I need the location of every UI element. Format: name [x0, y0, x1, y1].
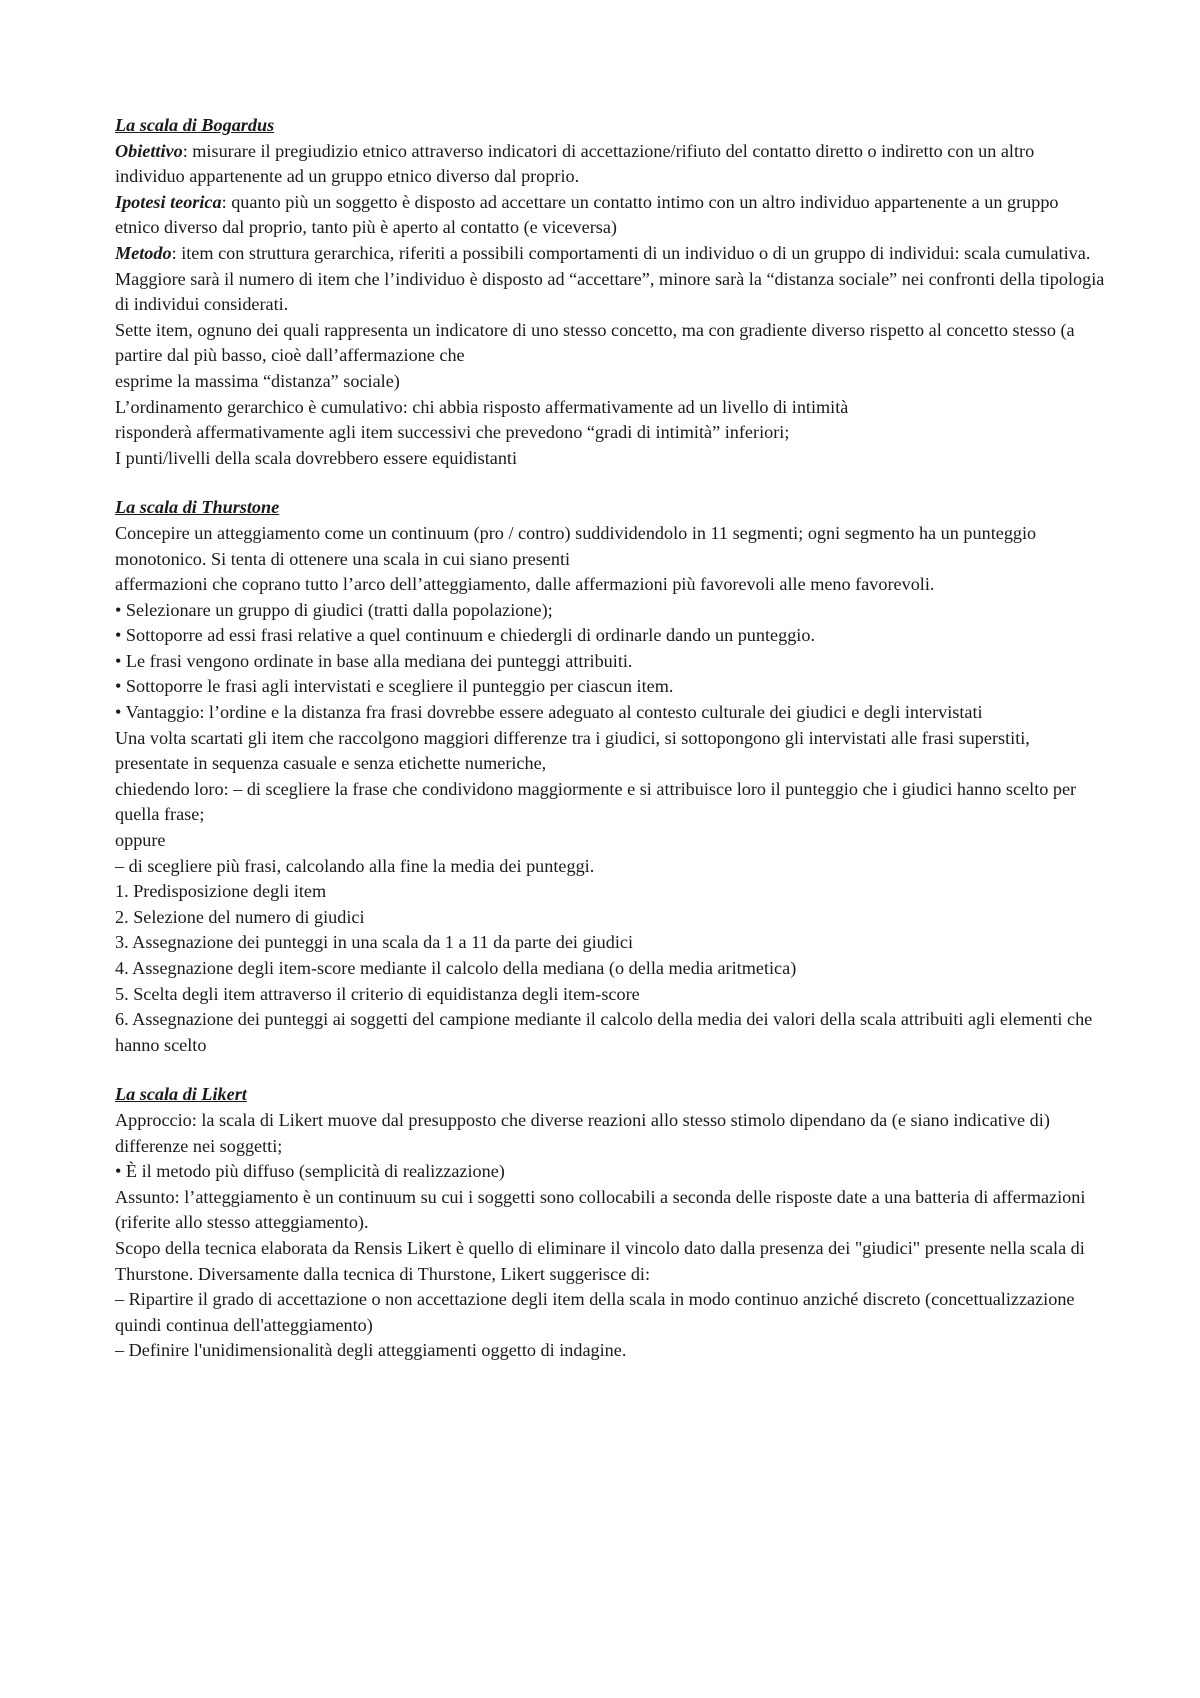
likert-text: – Ripartire il grado di accettazione o non accettazione degli item della scala in modo continuo anziché discreto (concettualizzazione quindi continua dell'atteggiamento)	[115, 1289, 1075, 1335]
likert-bullet: • È il metodo più diffuso (semplicità di realizzazione)	[115, 1161, 505, 1182]
thurstone-step: 4. Assegnazione degli item-score mediante il calcolo della mediana (o della media aritmetica)	[115, 958, 797, 978]
section-thurstone	[115, 495, 1105, 1058]
thurstone-text: oppure	[115, 830, 166, 851]
likert-text: Approccio: la scala di Likert muove dal presupposto che diverse reazioni allo stesso stimolo dipendano da (e siano indicative di) differenze nei soggetti;	[115, 1109, 1050, 1156]
thurstone-vantaggio: • Vantaggio: l’ordine e la distanza fra frasi dovrebbe essere adeguato al contesto culturale dei giudici e degli intervistati	[115, 702, 983, 723]
thurstone-step: 5. Scelta degli item attraverso il criterio di equidistanza degli item-score	[115, 983, 640, 1004]
metodo-text: : item con struttura gerarchica, riferiti a possibili comportamenti di un individuo o di un gruppo di individui: scala cumulativa.	[171, 242, 1091, 263]
bogardus-paragraph: esprime la massima “distanza” sociale)	[115, 370, 400, 391]
bogardus-paragraph: risponderà affermativamente agli item successivi che prevedono “gradi di intimità” inferiori;	[115, 422, 790, 443]
thurstone-text: Una volta scartati gli item che raccolgono maggiori differenze tra i giudici, si sottopongono gli intervistati alle frasi superstiti, presentate in sequenza casuale e senza etichette numeriche,	[115, 727, 1030, 774]
ipotesi-text: : quanto più un soggetto è disposto ad accettare un contatto intimo con un altro individuo appartenente a un gruppo etnico diverso dal proprio, tanto più è aperto al contatto (e viceversa)	[115, 191, 1059, 238]
thurstone-intro: Concepire un atteggiamento come un continuum (pro / contro) suddividendolo in 11 segmenti; ogni segmento ha un punteggio monotonico. Si tenta di ottenere una scala in cui siano presenti	[115, 522, 1037, 569]
likert-text: – Definire l'unidimensionalità degli atteggiamenti oggetto di indagine.	[115, 1340, 627, 1361]
thurstone-bullet: • Sottoporre le frasi agli intervistati e scegliere il punteggio per ciascun item.	[115, 676, 674, 697]
bogardus-paragraph: L’ordinamento gerarchico è cumulativo: chi abbia risposto affermativamente ad un livello di intimità	[115, 396, 849, 417]
likert-text: Scopo della tecnica elaborata da Rensis Likert è quello di eliminare il vincolo dato dalla presenza dei "giudici" presente nella scala di Thurstone. Diversamente dalla tecnica di Thurstone, Likert suggerisce di:	[115, 1237, 1085, 1284]
thurstone-bullet: • Le frasi vengono ordinate in base alla mediana dei punteggi attribuiti.	[115, 650, 633, 671]
thurstone-intro: affermazioni che coprano tutto l’arco dell’atteggiamento, dalle affermazioni più favorevoli alle meno favorevoli.	[115, 574, 935, 595]
bogardus-paragraph: Sette item, ognuno dei quali rappresenta un indicatore di uno stesso concetto, ma con gradiente diverso rispetto al concetto stesso (a partire dal più basso, cioè dall’affermazione che	[115, 319, 1075, 366]
section-bogardus	[115, 113, 1105, 471]
document-page	[115, 113, 1105, 1364]
section-likert	[115, 1082, 1105, 1364]
thurstone-text: chiedendo loro: – di scegliere la frase che condividono maggiormente e si attribuisce loro il punteggio che i giudici hanno scelto per quella frase;	[115, 778, 1077, 825]
thurstone-step: 2. Selezione del numero di giudici	[115, 906, 365, 927]
obiettivo-text: : misurare il pregiudizio etnico attraverso indicatori di accettazione/rifiuto del contatto diretto o indiretto con un altro individuo appartenente ad un gruppo etnico diverso dal proprio.	[115, 140, 1035, 187]
metodo-label: Metodo	[115, 242, 172, 263]
bogardus-paragraph: Maggiore sarà il numero di item che l’individuo è disposto ad “accettare”, minore sarà la “distanza sociale” nei confronti della tipologia di individui considerati.	[115, 268, 1105, 315]
metodo-paragraph	[115, 241, 1105, 267]
ipotesi-paragraph	[115, 190, 1105, 241]
thurstone-step: 1. Predisposizione degli item	[115, 881, 327, 902]
thurstone-step: 6. Assegnazione dei punteggi ai soggetti del campione mediante il calcolo della media dei valori della scala attribuiti agli elementi che hanno scelto	[115, 1009, 1093, 1055]
heading-thurstone: La scala di Thurstone	[115, 497, 280, 518]
bogardus-paragraph: I punti/livelli della scala dovrebbero essere equidistanti	[115, 447, 518, 468]
ipotesi-label: Ipotesi teorica	[115, 191, 222, 212]
heading-likert: La scala di Likert	[115, 1084, 247, 1105]
thurstone-step: 3. Assegnazione dei punteggi in una scala da 1 a 11 da parte dei giudici	[115, 932, 634, 953]
likert-text: Assunto: l’atteggiamento è un continuum su cui i soggetti sono collocabili a seconda delle risposte date a una batteria di affermazioni (riferite allo stesso atteggiamento).	[115, 1186, 1086, 1233]
thurstone-text: – di scegliere più frasi, calcolando alla fine la media dei punteggi.	[115, 855, 595, 876]
thurstone-bullet: • Selezionare un gruppo di giudici (tratti dalla popolazione);	[115, 599, 553, 620]
thurstone-bullet: • Sottoporre ad essi frasi relative a quel continuum e chiedergli di ordinarle dando un punteggio.	[115, 625, 815, 646]
heading-bogardus: La scala di Bogardus	[115, 115, 275, 135]
obiettivo-paragraph	[115, 139, 1105, 190]
obiettivo-label: Obiettivo	[115, 140, 183, 161]
